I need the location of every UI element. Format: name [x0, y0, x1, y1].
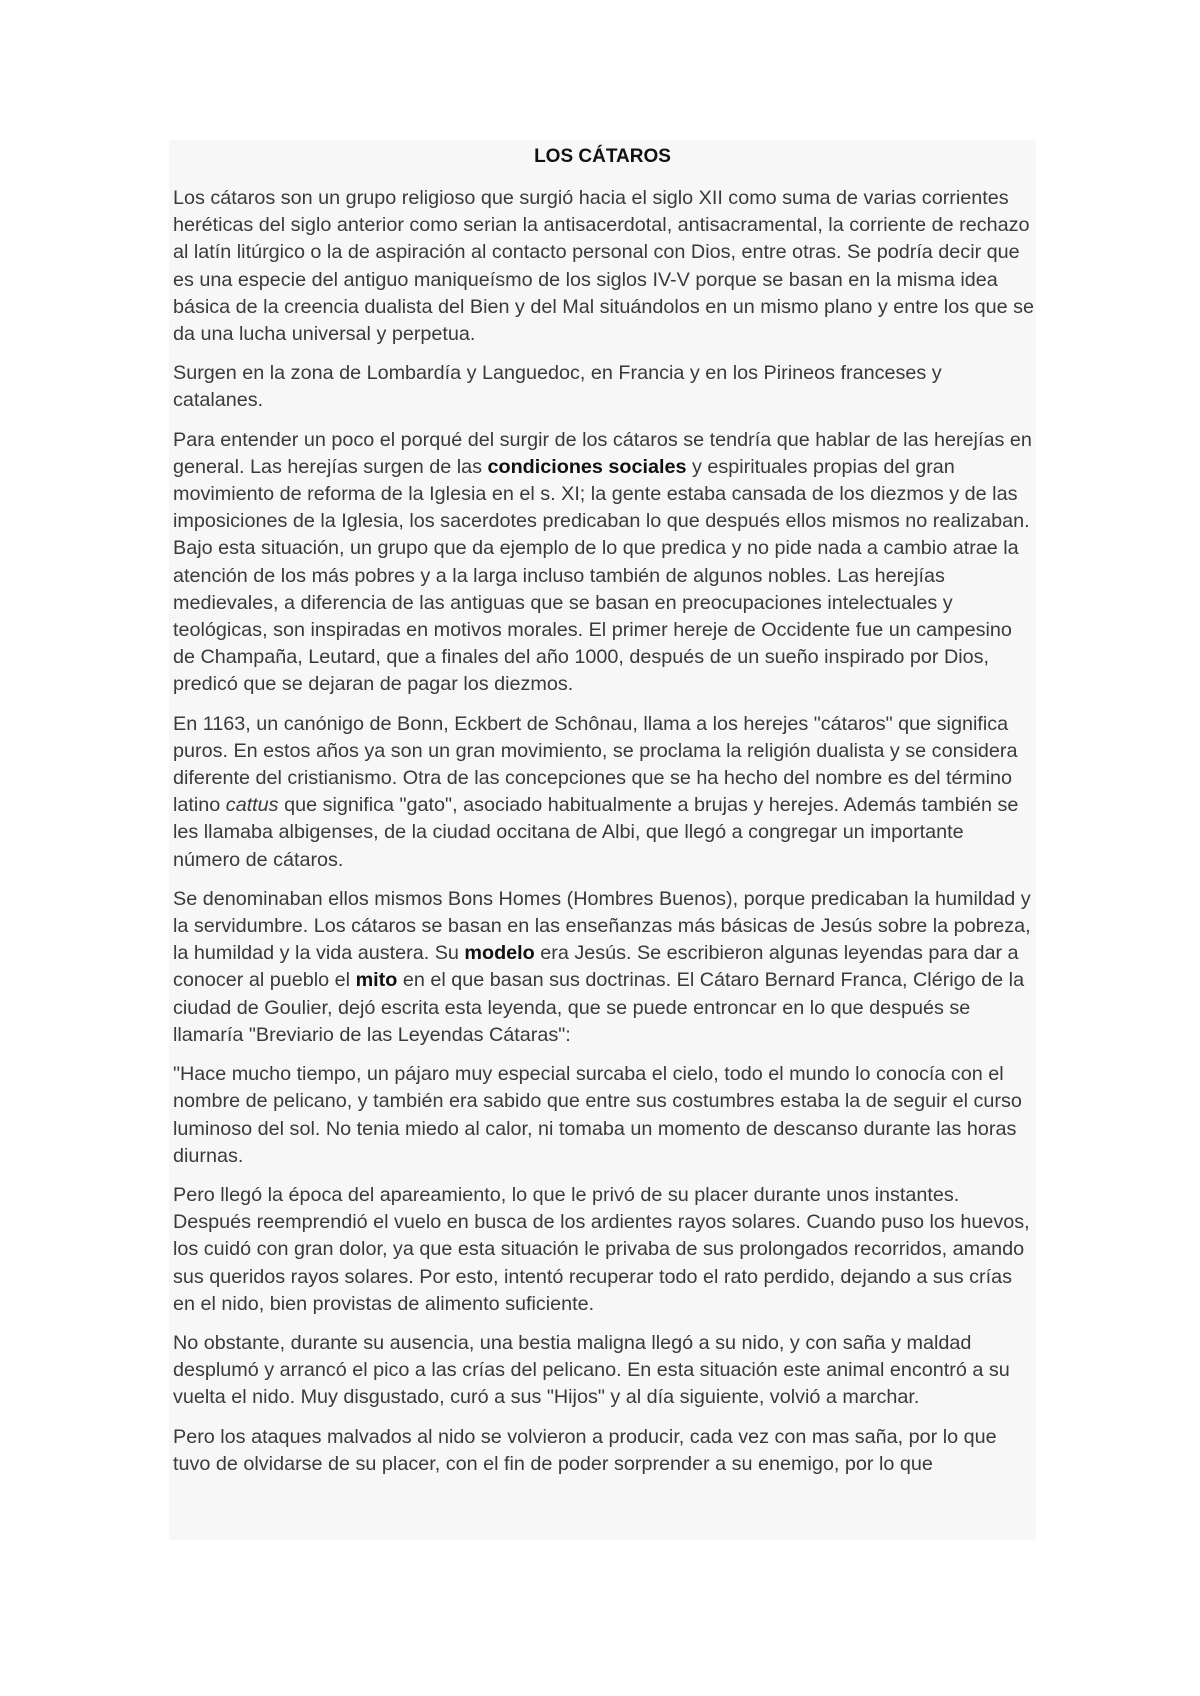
paragraph-text: y espirituales propias del gran movimiento de reforma de la Iglesia en el s. XI; la gente estaba cansada de los diezmos y de las imposiciones de la Iglesia, los sacerdotes predicaban lo que después ellos mismos no realizaban. Bajo esta situación, un grupo que da ejemplo de lo que predica y no pide nada a cambio atrae la atención de los más pobres y a la larga incluso también de algunos nobles. Las herejías medievales, a diferencia de las antiguas que se basan en preocupaciones intelectuales y teológicas, son inspiradas en motivos morales. El primer hereje de Occidente fue un campesino de Champaña, Leutard, que a finales del año 1000, después de un sueño inspirado por Dios, predicó que se dejaran de pagar los diezmos.: [173, 455, 1030, 696]
document-page: [169, 140, 1036, 1540]
paragraph-text: No obstante, durante su ausencia, una bestia maligna llegó a su nido, y con saña y maldad desplumó y arrancó el pico a las crías del pelicano. En esta situación este animal encontró a su vuelta el nido. Muy disgustado, curó a sus "Hijos" y al día siguiente, volvió a marchar.: [173, 1331, 1010, 1409]
paragraph-text: Para entender un poco el porqué del surgir de los cátaros se tendría que hablar de las herejías en general. Las herejías surgen de las: [173, 428, 1032, 478]
paragraph-text: era Jesús. Se escribieron algunas leyendas para dar a conocer al pueblo el: [173, 942, 1019, 992]
paragraph-text: Pero los ataques malvados al nido se volvieron a producir, cada vez con mas saña, por lo que tuvo de olvidarse de su placer, con el fin de poder sorprender a su enemigo, por lo que: [173, 1425, 997, 1475]
paragraph-text: en el que basan sus doctrinas. El Cátaro Bernard Franca, Clérigo de la ciudad de Goulier, dejó escrita esta leyenda, que se puede entroncar en lo que después se llamaría "Breviario de las Leyendas Cátaras":: [173, 969, 1025, 1046]
document-body: [169, 185, 1036, 1478]
paragraph: [173, 886, 1036, 1049]
paragraph: [173, 1182, 1036, 1318]
paragraph-text: Se denominaban ellos mismos Bons Homes (Hombres Buenos), porque predicaban la humildad y la servidumbre. Los cátaros se basan en las enseñanzas más básicas de Jesús sobre la pobreza, la humildad y la vida austera. Su: [173, 887, 1031, 965]
bold-text: modelo: [464, 942, 535, 965]
paragraph-text: "Hace mucho tiempo, un pájaro muy especial surcaba el cielo, todo el mundo lo conocía con el nombre de pelicano, y también era sabido que entre sus costumbres estaba la de seguir el curso luminoso del sol. No tenia miedo al calor, ni tomaba un momento de descanso durante las horas diurnas.: [173, 1063, 1022, 1167]
paragraph-text: En 1163, un canónigo de Bonn, Eckbert de Schônau, llama a los herejes "cátaros" que significa puros. En estos años ya son un gran movimiento, se proclama la religión dualista y se considera diferente del cristianismo. Otra de las concepciones que se ha hecho del nombre es del término latino: [173, 712, 1018, 817]
paragraph: [173, 360, 1036, 414]
paragraph-text: que significa "gato", asociado habitualmente a brujas y herejes. Además también se les llamaba albigenses, de la ciudad occitana de Albi, que llegó a congregar un importante número de cátaros.: [173, 794, 1019, 871]
paragraph: [173, 1330, 1036, 1412]
paragraph: [173, 1424, 1036, 1478]
paragraph: [173, 1061, 1036, 1170]
bold-text: mito: [355, 969, 398, 992]
paragraph: [173, 427, 1036, 699]
paragraph-text: Pero llegó la época del apareamiento, lo que le privó de su placer durante unos instantes. Después reemprendió el vuelo en busca de los ardientes rayos solares. Cuando puso los huevos, los cuidó con gran dolor, ya que esta situación le privaba de sus prolongados recorridos, amando sus queridos rayos solares. Por esto, intentó recuperar todo el rato perdido, dejando a sus crías en el nido, bien provistas de alimento suficiente.: [173, 1183, 1030, 1315]
paragraph-text: Surgen en la zona de Lombardía y Languedoc, en Francia y en los Pirineos franceses y catalanes.: [173, 362, 942, 412]
paragraph: [173, 185, 1036, 348]
paragraph: [173, 711, 1036, 874]
paragraph-text: Los cátaros son un grupo religioso que surgió hacia el siglo XII como suma de varias corrientes heréticas del siglo anterior como serian la antisacerdotal, antisacramental, la corriente de rechazo al latín litúrgico o la de aspiración al contacto personal con Dios, entre otras. Se podría decir que es una especie del antiguo maniqueísmo de los siglos IV-V porque se basan en la misma idea básica de la creencia dualista del Bien y del Mal situándolos en un mismo plano y entre los que se da una lucha universal y perpetua.: [173, 187, 1034, 346]
document-title: LOS CÁTAROS: [534, 146, 671, 167]
bold-text: condiciones sociales: [487, 455, 687, 478]
italic-text: cattus: [225, 794, 279, 817]
